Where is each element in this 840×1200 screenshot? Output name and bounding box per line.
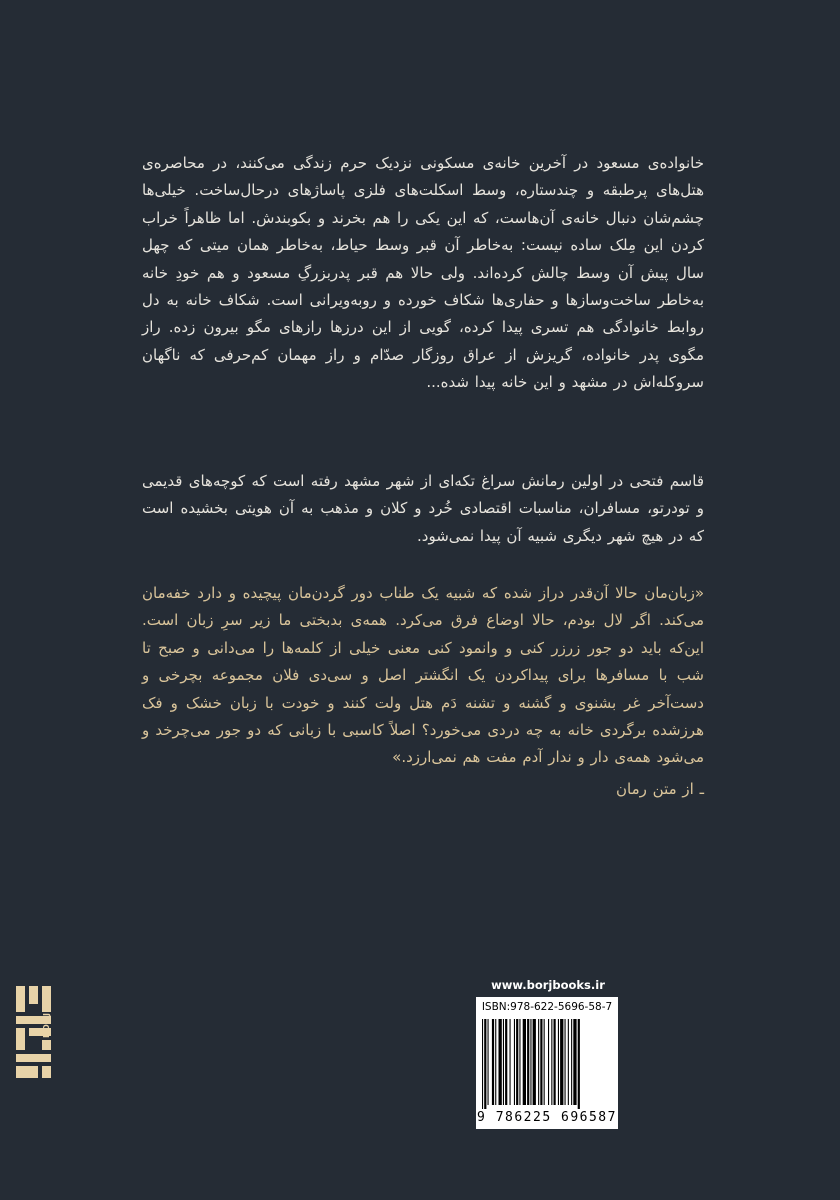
barcode-bar [538, 1019, 539, 1105]
publisher-logo-word: BORJ [42, 1012, 51, 1039]
isbn-barcode [476, 997, 618, 1129]
barcode-bars [482, 1019, 612, 1109]
barcode-bar [514, 1019, 515, 1105]
novel-quote-block [142, 580, 704, 803]
barcode-bar [554, 1019, 556, 1105]
barcode-digits: 9 786225 696587 [477, 1110, 617, 1125]
barcode-bar [571, 1019, 572, 1105]
barcode-bar [510, 1019, 511, 1105]
barcode-bar [565, 1019, 566, 1105]
barcode-bar [548, 1019, 549, 1105]
barcode-bar [551, 1019, 552, 1105]
publisher-website: www.borjbooks.ir [491, 978, 605, 992]
barcode-bar [523, 1019, 526, 1105]
author-block [142, 468, 704, 550]
barcode-bar [544, 1019, 545, 1105]
author-paragraph: قاسم فتحی در اولین رمانش سراغ تکه‌ای از شهر مشهد رفته است که کوچه‌های قدیمی و تودرتو، مسافران، مناسبات اقتصادی خُرد و کلان و مذهب به آن هویتی بخشیده است که در هیچ شهر دیگری شبیه آن پیدا نمی‌شود. [142, 472, 704, 545]
barcode-bar [519, 1019, 520, 1105]
barcode-bar [492, 1019, 494, 1105]
barcode-bar [499, 1019, 502, 1105]
barcode-bar [488, 1019, 489, 1105]
barcode-bar [568, 1019, 569, 1105]
barcode-bar [560, 1019, 563, 1105]
barcode-bar [516, 1019, 518, 1105]
isbn-label: ISBN:978-622-5696-58-7 [481, 1001, 613, 1013]
barcode-bar [530, 1019, 531, 1105]
synopsis-paragraph: خانواده‌ی مسعود در آخرین خانه‌ی مسکونی نزدیک حرم زندگی می‌کنند، در محاصره‌ی هتل‌های پرطبقه و چندستاره، وسط اسکلت‌های فلزی پاساژهای درحال‌ساخت. خیلی‌ها چشم‌شان دنبال خانه‌ی آن‌هاست، که این یکی را هم بخرند و بکوبندش. اما ظاهراً خراب کردن این مِلک ساده نیست: به‌خاطر آن قبر وسط حیاط، به‌خاطر همان میتی که چهل سال پیش آن وسط چالش کرده‌اند. ولی حالا هم قبر پدربزرگِ مسعود و هم خودِ خانه به‌خاطر ساخت‌وسازها و حفاری‌ها شکاف خورده و روبه‌ویرانی است. شکاف خانه به دل روابط خانوادگی هم تسری پیدا کرده، گویی از این درزها رازهای مگو بیرون زده. راز مگوی پدر خانواده، گریزش از عراق روزگار صدّام و راز مهمان کم‌حرفی که ناگهان سروکله‌اش در مشهد و این خانه پیدا شده... [142, 154, 704, 392]
barcode-bar [503, 1019, 504, 1105]
barcode-bar [527, 1019, 529, 1105]
barcode-bar [540, 1019, 542, 1105]
barcode-bar [578, 1019, 580, 1109]
quote-source: ـ از متن رمان [616, 779, 704, 798]
barcode-bar [558, 1019, 559, 1105]
quote-text: «زبان‌مان حالا آن‌قدر دراز شده که شبیه یک طناب دور گردن‌مان پیچیده و دارد خفه‌مان می‌کند. اگر لال بودم، حالا اوضاع فرق می‌کرد. همه‌ی بدبختی ما زیر سرِ زبان است. این‌که باید دو جور زرزر کنی و وانمود کنی معنی خیلی از کلمه‌ها را می‌دانی و صبح تا شب با مسافرها برای پیداکردن یک انگشتر اصل و سی‌دی فلان مجموعه بچرخی و دست‌آخر غر بشنوی و گشنه و تشنه دَم هتل ولت کنند و خودت با زبان خشک و فک هرزشده برگردی خانه به چه دردی می‌خورد؟ اصلاً کاسبی با زبانی که دو جور می‌چرخد و می‌شود همه‌ی دار و ندار آدم مفت هم نمی‌ارزد.» [142, 584, 704, 767]
barcode-bar [533, 1019, 536, 1105]
barcode-bar [495, 1019, 496, 1105]
barcode-bar [484, 1019, 486, 1109]
barcode-bar [505, 1019, 507, 1105]
barcode-bar [573, 1019, 576, 1105]
synopsis-block [142, 150, 704, 397]
barcode-bar [482, 1019, 483, 1109]
